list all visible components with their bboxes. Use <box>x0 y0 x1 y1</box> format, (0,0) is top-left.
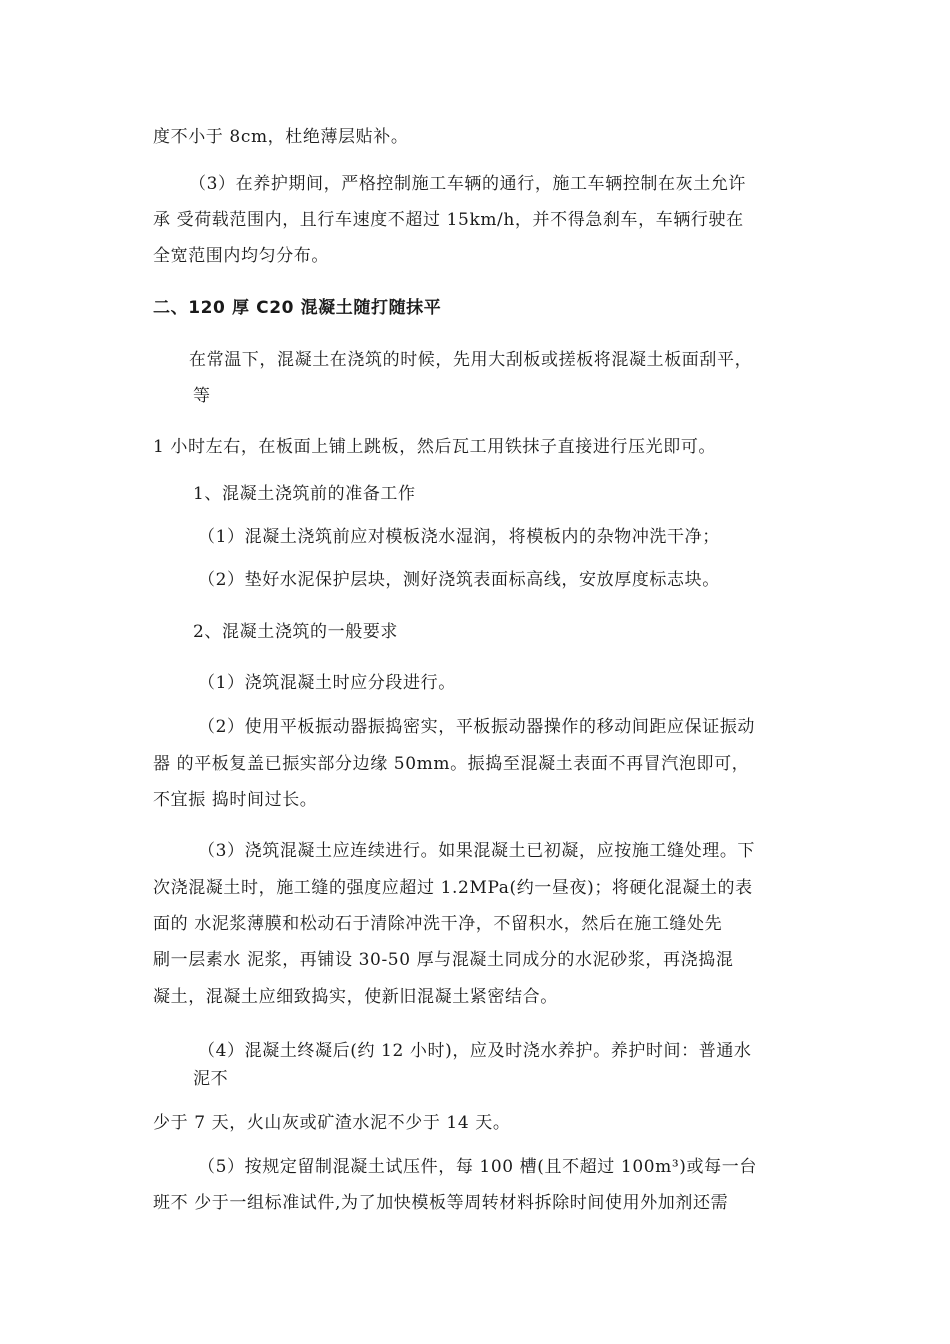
paragraph-line: 泥不 <box>193 1069 229 1089</box>
paragraph-line: 刷一层素水 泥浆，再铺设 30-50 厚与混凝土同成分的水泥砂浆，再浇捣混 <box>153 950 734 970</box>
paragraph-line: 面的 水泥浆薄膜和松动石于清除冲洗干净，不留积水，然后在施工缝处先 <box>153 914 723 934</box>
subsection-title: 1、混凝土浇筑前的准备工作 <box>193 484 416 504</box>
paragraph-line: 不宜振 捣时间过长。 <box>153 790 318 810</box>
list-item: （2）垫好水泥保护层块，测好浇筑表面标高线，安放厚度标志块。 <box>198 570 720 590</box>
list-item: （1）混凝土浇筑前应对模板浇水湿润，将模板内的杂物冲洗干净； <box>198 527 720 547</box>
paragraph-line: 承 受荷载范围内，且行车速度不超过 15km/h，并不得急刹车，车辆行驶在 <box>153 210 744 230</box>
list-item: （2）使用平板振动器振捣密实，平板振动器操作的移动间距应保证振动 <box>198 717 756 737</box>
list-item: （3）浇筑混凝土应连续进行。如果混凝土已初凝，应按施工缝处理。下 <box>198 841 756 861</box>
paragraph-line: 度不小于 8cm，杜绝薄层贴补。 <box>153 127 409 147</box>
paragraph-line: 全宽范围内均匀分布。 <box>153 246 329 266</box>
list-item: （4）混凝土终凝后(约 12 小时)，应及时浇水养护。养护时间：普通水 <box>198 1041 752 1061</box>
paragraph-line: （3）在养护期间，严格控制施工车辆的通行，施工车辆控制在灰土允许 <box>189 174 747 194</box>
section-heading: 二、120 厚 C20 混凝土随打随抹平 <box>153 298 442 318</box>
paragraph-line: 1 小时左右，在板面上铺上跳板，然后瓦工用铁抹子直接进行压光即可。 <box>153 437 717 457</box>
paragraph-line: 次浇混凝土时，施工缝的强度应超过 1.2MPa(约一昼夜)；将硬化混凝土的表 <box>153 878 753 898</box>
paragraph-line: 器 的平板复盖已振实部分边缘 50mm。振捣至混凝土表面不再冒汽泡即可， <box>153 754 750 774</box>
paragraph-line: 少于 7 天，火山灰或矿渣水泥不少于 14 天。 <box>153 1113 511 1133</box>
subsection-title: 2、混凝土浇筑的一般要求 <box>193 622 399 642</box>
paragraph-line: 凝土，混凝土应细致捣实，使新旧混凝土紧密结合。 <box>153 987 558 1007</box>
paragraph-line: 等 <box>193 386 211 406</box>
paragraph-line: 班不 少于一组标准试件,为了加快模板等周转材料拆除时间使用外加剂还需 <box>153 1193 729 1213</box>
paragraph-line: 在常温下，混凝土在浇筑的时候，先用大刮板或搓板将混凝土板面刮平， <box>189 350 753 370</box>
list-item: （5）按规定留制混凝土试压件，每 100 槽(且不超过 100m³)或每一台 <box>198 1157 757 1177</box>
list-item: （1）浇筑混凝土时应分段进行。 <box>198 673 456 693</box>
